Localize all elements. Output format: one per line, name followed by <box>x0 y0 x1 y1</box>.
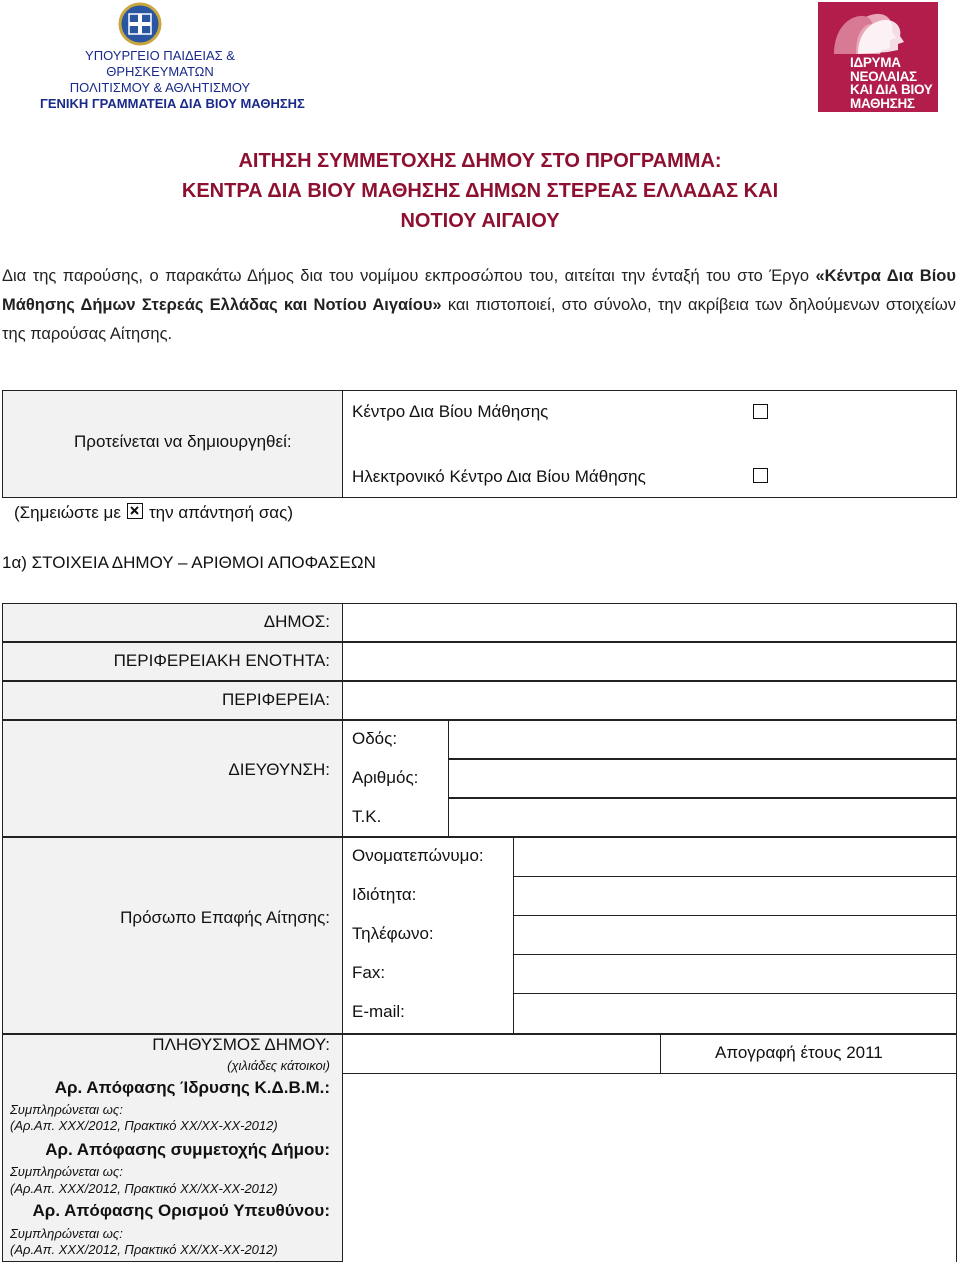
apofasi-idrysis-format: (Αρ.Απ. ΧΧΧ/2012, Πρακτικό ΧΧ/ΧΧ-ΧΧ-2012) <box>10 1118 278 1133</box>
logo-line: ΙΔΡΥΜΑ <box>850 55 901 70</box>
title-line: ΑΙΤΗΣΗ ΣΥΜΜΕΤΟΧΗΣ ΔΗΜΟΥ ΣΤΟ ΠΡΟΓΡΑΜΜΑ: <box>238 150 722 172</box>
odos-label: Οδός: <box>352 729 398 748</box>
option-center-checkbox[interactable] <box>753 404 768 419</box>
tilefono-label: Τηλέφωνο: <box>352 924 434 943</box>
proposal-label: Προτείνεται να δημιουργηθεί: <box>74 432 292 451</box>
dieuthynsi-label: ΔΙΕΥΘΥΝΣΗ: <box>228 760 330 779</box>
perifereia-field[interactable] <box>342 681 957 720</box>
email-field[interactable] <box>513 993 957 1034</box>
plithysmos-note: (χιλιάδες κάτοικοι) <box>227 1058 330 1073</box>
arithmos-label: Αριθμός: <box>352 768 419 787</box>
intro-text: και πιστοποιεί, στο σύνολο, την ακρίβεια των δηλούμενων στοιχείων της παρούσας Αίτησης. <box>2 296 956 343</box>
tilefono-field[interactable] <box>513 915 957 955</box>
apofasi-orismou-note: Συμπληρώνεται ως: <box>10 1226 123 1241</box>
perifereiaki-enotita-field[interactable] <box>342 642 957 681</box>
email-label: E-mail: <box>352 1002 405 1021</box>
section-title: 1α) ΣΤΟΙΧΕΙΑ ΔΗΜΟΥ – ΑΡΙΘΜΟΙ ΑΠΟΦΑΣΕΩΝ <box>2 553 376 572</box>
dimos-field[interactable] <box>342 603 957 642</box>
apofasi-idrysis-note: Συμπληρώνεται ως: <box>10 1102 123 1117</box>
plithysmos-label: ΠΛΗΘΥΣΜΟΣ ΔΗΜΟΥ: <box>152 1035 330 1054</box>
odos-field[interactable] <box>448 720 957 759</box>
option-center-label: Κέντρο Δια Βίου Μάθησης <box>352 402 549 421</box>
contact-person-label: Πρόσωπο Επαφής Αίτησης: <box>120 908 330 927</box>
apofaseis-fields[interactable] <box>342 1073 957 1262</box>
intro-paragraph <box>2 262 956 349</box>
onomateponymo-label: Ονοματεπώνυμο: <box>352 846 484 865</box>
apofasi-orismou-format: (Αρ.Απ. ΧΧΧ/2012, Πρακτικό ΧΧ/ΧΧ-ΧΧ-2012) <box>10 1242 278 1257</box>
arithmos-field[interactable] <box>448 759 957 798</box>
fax-label: Fax: <box>352 963 386 982</box>
hint-text: την απάντησή σας) <box>148 503 293 522</box>
ministry-line: ΘΡΗΣΚΕΥΜΑΤΩΝ <box>106 64 214 79</box>
document-title <box>0 146 960 236</box>
logo-line: ΚΑΙ ΔΙΑ ΒΙΟΥ <box>850 82 933 97</box>
ministry-line: ΥΠΟΥΡΓΕΙΟ ΠΑΙΔΕΙΑΣ & <box>85 48 235 63</box>
title-line: ΚΕΝΤΡΑ ΔΙΑ ΒΙΟΥ ΜΑΘΗΣΗΣ ΔΗΜΩΝ ΣΤΕΡΕΑΣ ΕΛΛΑΔΑΣ ΚΑΙ <box>181 180 779 202</box>
option-e-center-label: Ηλεκτρονικό Κέντρο Δια Βίου Μάθησης <box>352 467 646 486</box>
apofasi-symmetoxis-note: Συμπληρώνεται ως: <box>10 1164 123 1179</box>
apografi-label: Απογραφή έτους 2011 <box>715 1043 883 1062</box>
hint-text: (Σημειώστε με <box>14 503 121 522</box>
foundation-logo <box>818 2 938 112</box>
greek-emblem-icon <box>118 2 162 46</box>
intro-project-name: «Κέντρα Δια Βίου Μάθησης Δήμων Στερεάς Ελλάδας και Νοτίου Αιγαίου» <box>2 267 956 314</box>
intro-text: Δια της παρούσης, ο παρακάτω Δήμος δια του νομίμου εκπροσώπου του, αιτείται την ένταξή του στο Έργο <box>2 267 816 285</box>
plithysmos-field[interactable] <box>342 1034 661 1074</box>
perifereiaki-enotita-label: ΠΕΡΙΦΕΡΕΙΑΚΗ ΕΝΟΤΗΤΑ: <box>113 651 330 670</box>
apofasi-orismou-label: Αρ. Απόφασης Ορισμού Υπευθύνου: <box>32 1201 330 1220</box>
dimos-label: ΔΗΜΟΣ: <box>263 612 330 631</box>
checked-box-icon <box>127 503 143 519</box>
ministry-header <box>40 48 305 112</box>
mark-hint <box>14 503 293 523</box>
apofasi-symmetoxis-format: (Αρ.Απ. ΧΧΧ/2012, Πρακτικό ΧΧ/ΧΧ-ΧΧ-2012) <box>10 1181 278 1196</box>
title-line: ΝΟΤΙΟΥ ΑΙΓΑΙΟΥ <box>400 210 560 232</box>
idiotita-field[interactable] <box>513 876 957 916</box>
label-cell <box>2 837 343 1034</box>
tk-field[interactable] <box>448 798 957 837</box>
ministry-line: ΓΕΝΙΚΗ ΓΡΑΜΜΑΤΕΙΑ ΔΙΑ ΒΙΟΥ ΜΑΘΗΣΗΣ <box>40 96 305 111</box>
idiotita-label: Ιδιότητα: <box>352 885 417 904</box>
tk-label: Τ.Κ. <box>352 807 382 826</box>
ministry-line: ΠΟΛΙΤΙΣΜΟΥ & ΑΘΛΗΤΙΣΜΟΥ <box>69 80 251 95</box>
apofasi-idrysis-label: Αρ. Απόφασης Ίδρυσης Κ.Δ.Β.Μ.: <box>54 1078 330 1097</box>
perifereia-label: ΠΕΡΙΦΕΡΕΙΑ: <box>221 690 330 709</box>
logo-line: ΜΑΘΗΣΗΣ <box>850 95 915 111</box>
logo-line: ΝΕΟΛΑΙΑΣ <box>850 68 917 84</box>
option-e-center-checkbox[interactable] <box>753 468 768 483</box>
onomateponymo-field[interactable] <box>513 837 957 877</box>
apofasi-symmetoxis-label: Αρ. Απόφασης συμμετοχής Δήμου: <box>45 1140 330 1159</box>
fax-field[interactable] <box>513 954 957 994</box>
